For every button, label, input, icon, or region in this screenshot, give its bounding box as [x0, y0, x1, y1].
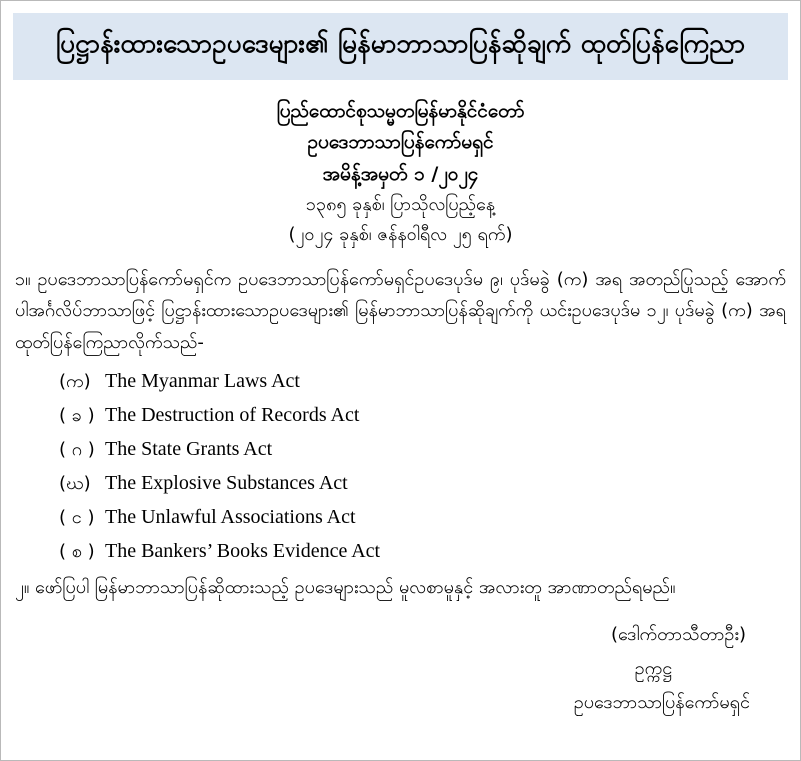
- header-banner: [13, 13, 788, 80]
- signature-block: [13, 618, 788, 721]
- act-marker: ( ဂ ): [59, 439, 95, 460]
- act-marker: (ဃ): [59, 473, 91, 494]
- masthead-date-gregorian: (၂၀၂၄ ခုနှစ်၊ ဇန်နဝါရီလ ၂၅ ရက်): [288, 223, 513, 245]
- paragraph-1: ၁။ ဥပဒေဘာသာပြန်ကော်မရှင်က ဥပဒေဘာသာပြန်ကော်မရှင်ဥပဒေပုဒ်မ ၉၊ ပုဒ်မခွဲ (က) အရ အတည်ပြုသည့် အောက်ပါအင်္ဂလိပ်ဘာသာဖြင့် ပြဋ္ဌာန်းထားသောဥပဒေများ၏ မြန်မာဘာသာပြန်ဆိုချက်ကို ယင်းဥပဒေပုဒ်မ ၁၂၊ ပုဒ်မခွဲ (က) အရ ထုတ်ပြန်ကြေညာလိုက်သည်-: [15, 268, 786, 353]
- paragraph-2: ၂။ ဖော်ပြပါ မြန်မာဘာသာပြန်ဆိုထားသည့် ဥပဒေများသည် မူလစာမူနှင့် အလားတူ အာဏာတည်ရမည်။: [15, 577, 676, 598]
- signatory-name: (ဒေါက်တာသီတာဦး): [610, 623, 746, 645]
- act-name: The Explosive Substances Act: [105, 472, 348, 494]
- act-name: The Destruction of Records Act: [105, 404, 360, 426]
- list-item: [59, 364, 788, 398]
- list-item: [59, 466, 788, 500]
- act-marker: (က): [59, 371, 91, 392]
- act-marker: ( ခ ): [59, 405, 95, 426]
- act-name: The State Grants Act: [105, 438, 273, 460]
- act-name: The Unlawful Associations Act: [105, 506, 356, 528]
- masthead-commission-line: ဥပဒေဘာသာပြန်ကော်မရှင်: [307, 131, 494, 154]
- masthead-date-myanmar-era: ၁၃၈၅ ခုနှစ်၊ ပြာသိုလပြည့်နေ့: [305, 194, 496, 216]
- body-block: [13, 264, 788, 604]
- list-item: [59, 432, 788, 466]
- act-name: The Myanmar Laws Act: [105, 370, 300, 392]
- list-item: [59, 398, 788, 432]
- act-marker: ( င ): [59, 507, 95, 528]
- masthead-country-line: ပြည်ထောင်စုသမ္မတမြန်မာနိုင်ငံတော်: [276, 100, 525, 123]
- signatory-title-chairperson: ဥက္ကဋ္ဌ: [634, 657, 672, 679]
- list-item: [59, 500, 788, 534]
- act-marker: ( စ ): [59, 541, 95, 562]
- acts-list: [13, 364, 788, 568]
- act-name: The Bankers’ Books Evidence Act: [105, 540, 381, 562]
- list-item: [59, 534, 788, 568]
- masthead-order-number: အမိန့်အမှတ် ၁ /၂၀၂၄: [322, 162, 479, 185]
- document-content: [13, 13, 788, 748]
- page-title: ပြဋ္ဌာန်းထားသောဥပဒေများ၏ မြန်မာဘာသာပြန်ဆိုချက် ထုတ်ပြန်ကြေညာ: [55, 29, 746, 59]
- signatory-organization: ဥပဒေဘာသာပြန်ကော်မရှင်: [573, 691, 750, 713]
- masthead-block: [13, 96, 788, 249]
